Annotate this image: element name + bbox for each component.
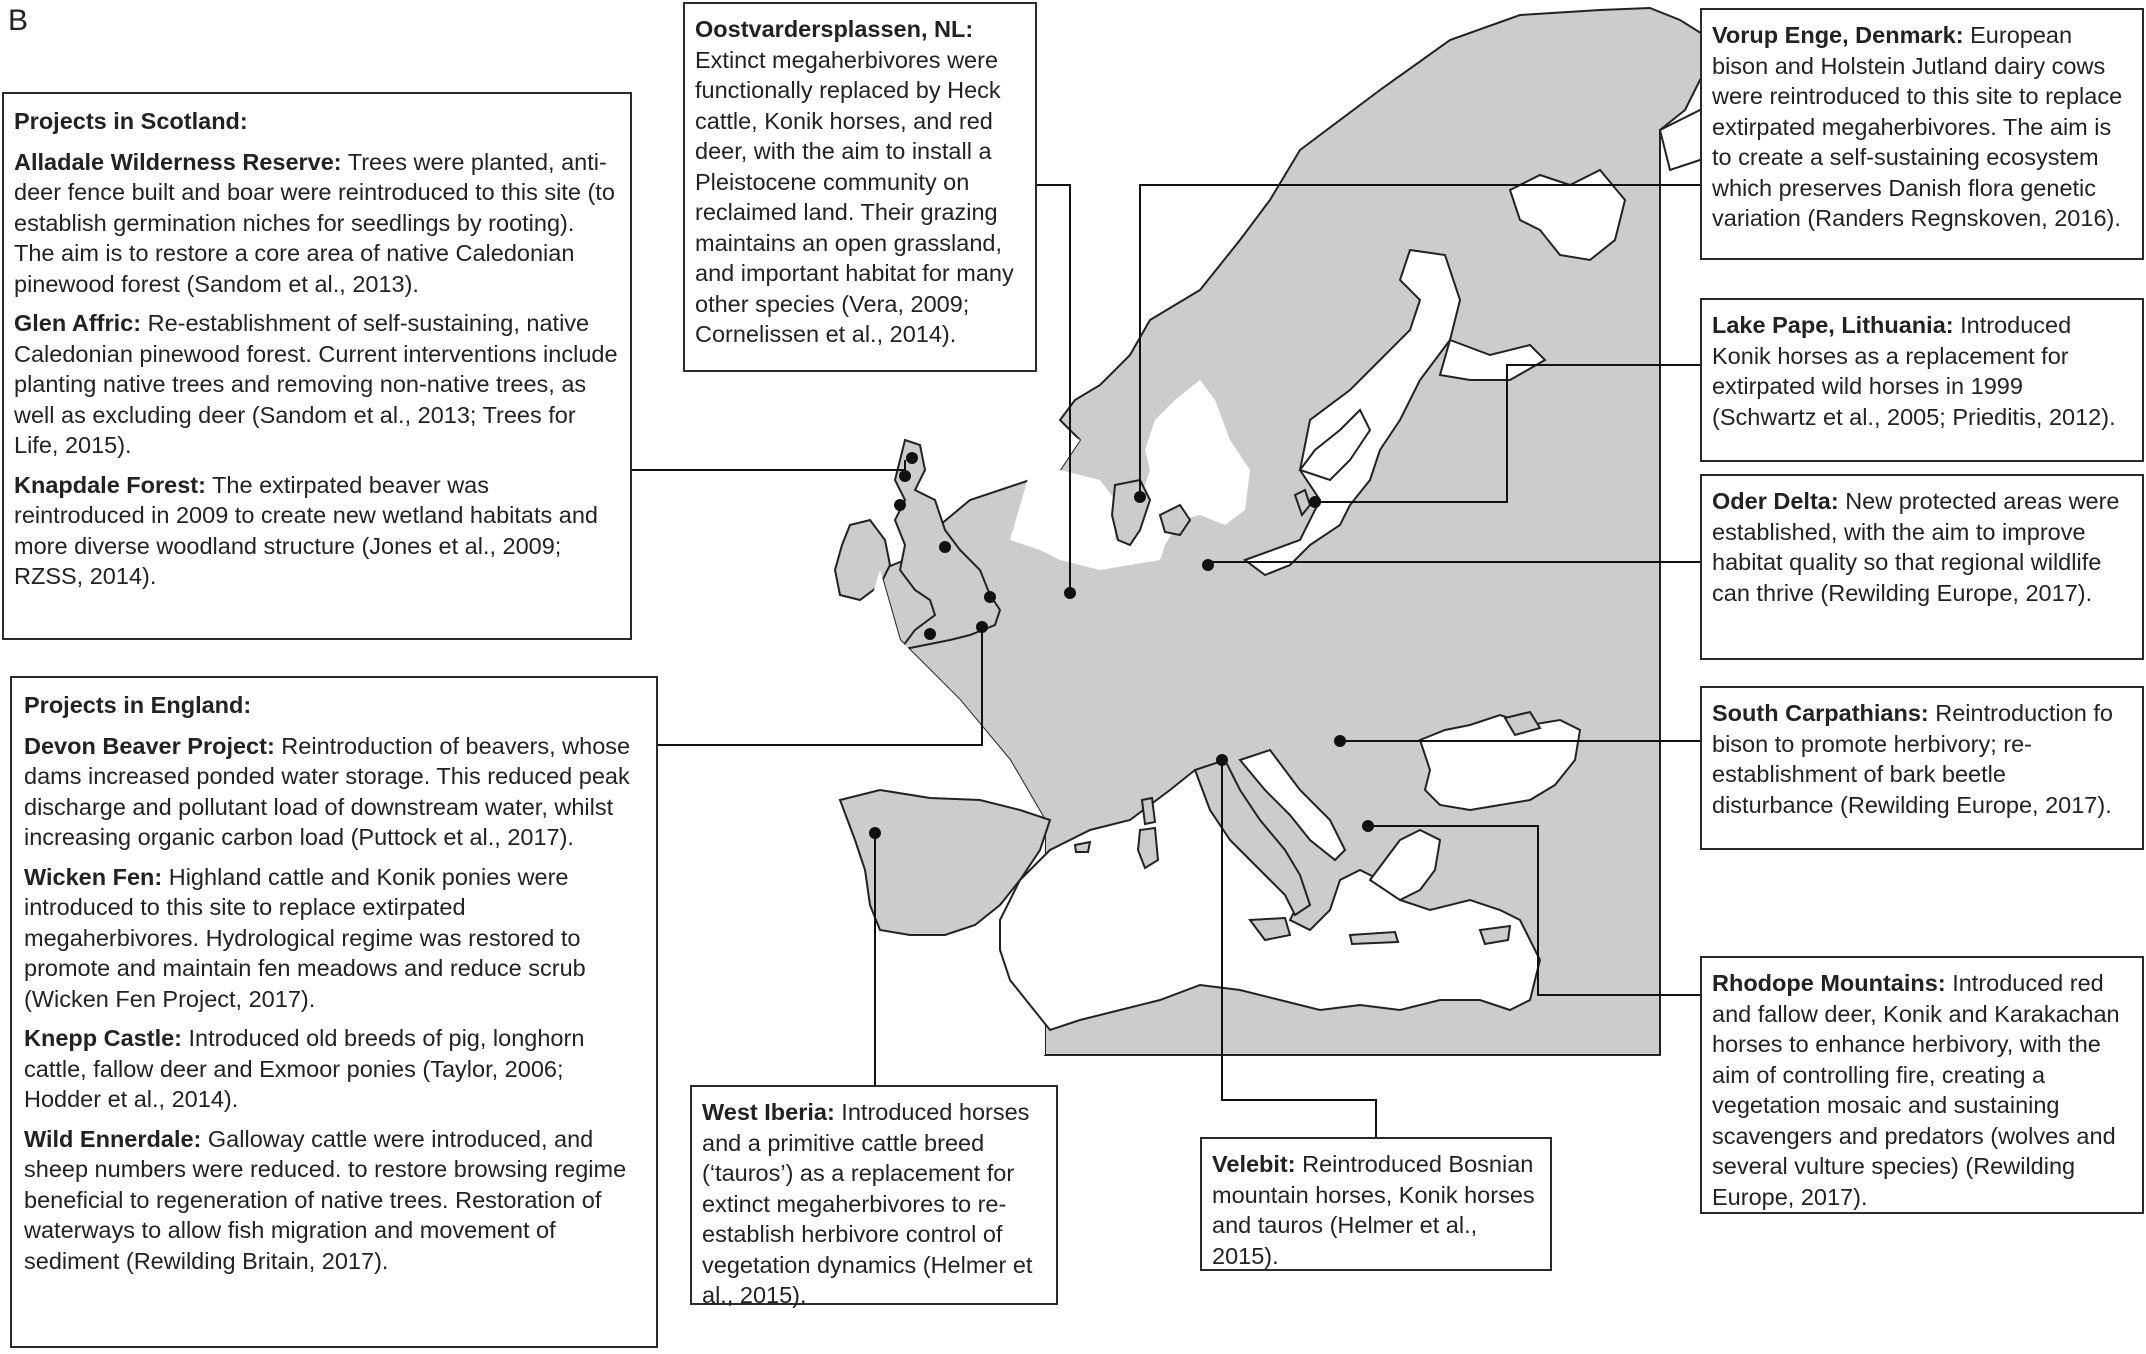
site-dot-oder — [1202, 559, 1214, 571]
site-dot-devon — [924, 628, 936, 640]
panel-label: B — [8, 4, 29, 37]
oder-text: New protected areas were established, with the aim to improve habitat quality so that regional wildlife can thrive (Rewilding Europe, 2017). — [1712, 488, 2120, 606]
oder-box — [1700, 474, 2144, 660]
lake-pape-box — [1700, 298, 2144, 462]
vorup-title: Vorup Enge, Denmark: — [1712, 22, 1964, 48]
site-dot-knapdale — [894, 499, 906, 511]
scotland-entry: Knapdale Forest: The extirpated beaver was reintroduced in 2009 to create new wetland habitats and more diverse woodland structure (Jones et al., 2009; RZSS, 2014). — [14, 471, 598, 589]
velebit-box — [1200, 1137, 1552, 1271]
site-dot-lake-pape — [1309, 496, 1321, 508]
england-projects-box — [10, 676, 658, 1348]
oostvaardersplassen-text: Extinct megaherbivores were functionally replaced by Heck cattle, Konik horses, and red deer, with the aim to install a Pleistocene community on reclaimed land. Their grazing maintains an open grassland, and important habitat for many other species (Vera, 2009; Cornelissen et al., 2014). — [695, 46, 1014, 347]
site-dot-velebit — [1216, 754, 1228, 766]
oder-title: Oder Delta: — [1712, 488, 1839, 514]
carpathians-text: Reintroduction fo bison to promote herbivory; re-establishment of bark beetle disturbance (Rewilding Europe, 2017). — [1712, 700, 2113, 818]
velebit-title: Velebit: — [1212, 1151, 1296, 1177]
oostvaardersplassen-box — [683, 2, 1037, 372]
site-dot-vorup — [1134, 491, 1146, 503]
line-scotland — [628, 460, 905, 470]
cyprus — [1480, 926, 1510, 944]
england-entry: Wicken Fen: Highland cattle and Konik ponies were introduced to this site to replace extirpated megaherbivores. Hydrological regime was restored to promote and maintain fen meadows and reduce scrub (Wicken Fen Project, 2017). — [24, 863, 586, 1012]
carpathians-title: South Carpathians: — [1712, 700, 1929, 726]
england-entry: Knepp Castle: Introduced old breeds of pig, longhorn cattle, fallow deer and Exmoor ponies (Taylor, 2006; Hodder et al., 2014). — [24, 1025, 585, 1112]
england-heading: Projects in England: — [24, 692, 252, 718]
scotland-entry: Alladale Wilderness Reserve: Trees were planted, anti-deer fence built and boar were reintroduced to this site (to establish germination niches for seedlings by rooting). The aim is to restore a core area of native Caledonian pinewood forest (Sandom et al., 2013). — [14, 148, 615, 297]
west-iberia-box — [690, 1085, 1058, 1308]
corsica — [1142, 798, 1155, 824]
site-dot-knepp-castle — [976, 621, 988, 633]
site-dot-wild-ennerdale — [939, 541, 951, 553]
site-dot-alladale — [906, 452, 918, 464]
scotland-entry: Glen Affric: Re-establishment of self-sustaining, native Caledonian pinewood forest. Current interventions include planting native trees and removing non-native trees, as well as excluding deer (Sandom et al., 2013; Trees for Life, 2015). — [14, 310, 618, 458]
scotland-heading: Projects in Scotland: — [14, 108, 248, 134]
rhodope-title: Rhodope Mountains: — [1712, 970, 1946, 996]
west-iberia-text: Introduced horses and a primitive cattle breed (‘tauros’) as a replacement for extinct megaherbivores to re-establish herbivore control of vegetation dynamics (Helmer et al., 2015). — [702, 1099, 1033, 1308]
site-dot-wicken-fen — [984, 591, 996, 603]
lake-pape-title: Lake Pape, Lithuania: — [1712, 312, 1954, 338]
crete — [1350, 932, 1398, 944]
carpathians-box — [1700, 686, 2144, 850]
site-dot-glen-affric — [899, 470, 911, 482]
lake-pape-text: Introduced Konik horses as a replacement for extirpated wild horses in 1999 (Schwartz et al., 2005; Prieditis, 2012). — [1712, 312, 2116, 430]
england-entry: Wild Ennerdale: Galloway cattle were introduced, and sheep numbers were reduced. to restore browsing regime beneficial to regeneration of native trees. Restoration of waterways to allow fish migration and movement of sediment (Rewilding Britain, 2017). — [24, 1125, 627, 1274]
site-dot-iberia — [869, 827, 881, 839]
oostvaardersplassen-title: Oostvardersplassen, NL: — [695, 16, 974, 42]
vorup-box — [1700, 8, 2144, 260]
west-iberia-title: West Iberia: — [702, 1099, 835, 1125]
england-entry: Devon Beaver Project: Reintroduction of beavers, whose dams increased ponded water storage. This reduced peak discharge and pollutant load of downstream water, whilst increasing organic carbon load (Puttock et al., 2017). — [24, 732, 631, 850]
vorup-text: European bison and Holstein Jutland dairy cows were reintroduced to this site to replace extirpated megaherbivores. The aim is to create a self-sustaining ecosystem which preserves Danish flora genetic variation (Randers Regnskoven, 2016). — [1712, 22, 2123, 231]
site-dot-oostvaardersplassen — [1064, 587, 1076, 599]
scotland-projects-box — [2, 92, 632, 640]
site-dot-carpathians — [1334, 735, 1346, 747]
rhodope-text: Introduced red and fallow deer, Konik and Karakachan horses to enhance herbivory, with the aim of controlling fire, creating a vegetation mosaic and sustaining scavengers and predators (wolves and several vulture species) (Rewilding Europe, 2017). — [1712, 970, 2120, 1210]
site-dot-rhodope — [1362, 820, 1374, 832]
rhodope-box — [1700, 956, 2144, 1214]
velebit-text: Reintroduced Bosnian mountain horses, Konik horses and tauros (Helmer et al., 2015). — [1212, 1151, 1535, 1269]
